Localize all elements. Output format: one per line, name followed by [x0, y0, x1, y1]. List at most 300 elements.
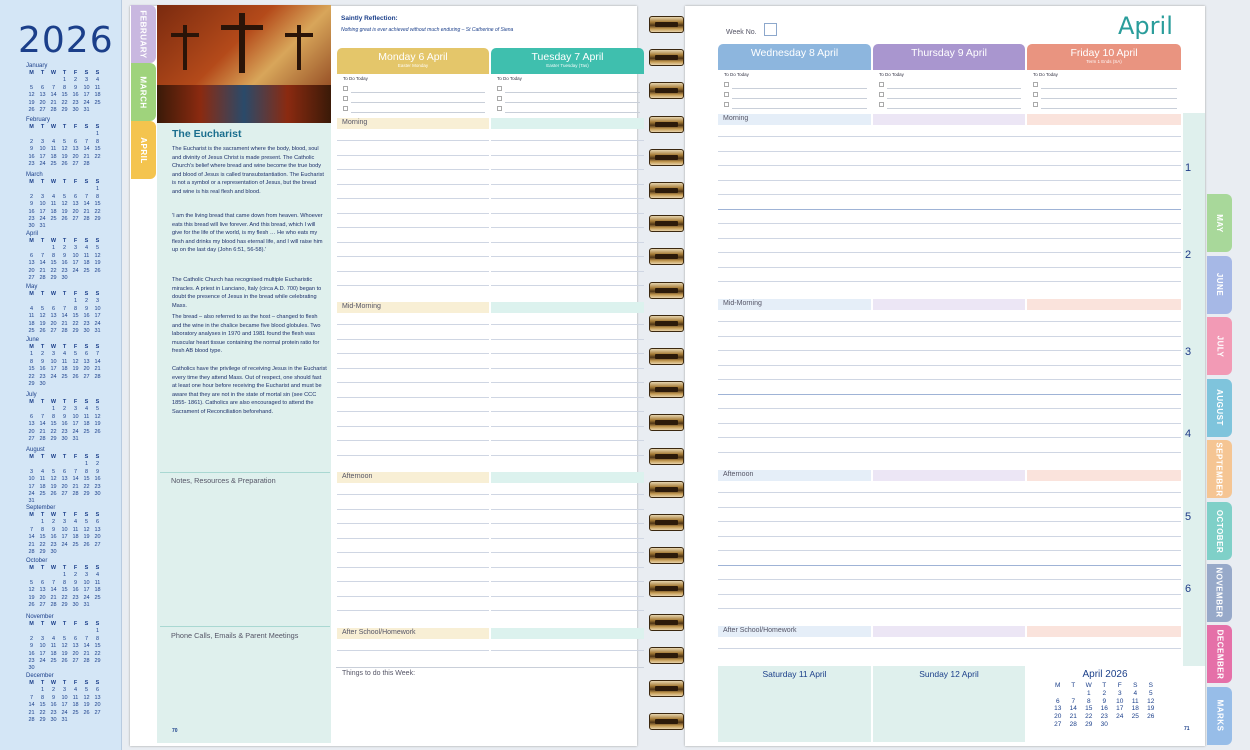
ruled-line[interactable]	[1027, 394, 1181, 395]
ruled-line[interactable]	[337, 256, 489, 257]
day-number[interactable]: 2	[1102, 689, 1107, 697]
ruled-line[interactable]	[491, 242, 644, 243]
ruled-line[interactable]	[873, 209, 1027, 210]
ruled-line[interactable]	[491, 184, 644, 185]
day-number[interactable]: 7	[1071, 697, 1076, 705]
day-number[interactable]: 12	[1147, 697, 1155, 705]
section-label: Mid-Morning	[723, 300, 762, 307]
day-number[interactable]	[1066, 690, 1082, 698]
day-number: 8	[84, 468, 89, 475]
ruled-line[interactable]	[718, 136, 873, 137]
ruled-line[interactable]	[873, 281, 1027, 282]
ruled-line[interactable]	[337, 596, 489, 597]
ruled-line[interactable]	[873, 452, 1027, 453]
day-number[interactable]: 8	[1086, 697, 1091, 705]
ruled-line[interactable]	[873, 408, 1027, 409]
ruled-line[interactable]	[491, 382, 644, 383]
todo-checkbox[interactable]	[343, 96, 348, 101]
ruled-line[interactable]	[337, 213, 489, 214]
ruled-line[interactable]	[337, 140, 489, 141]
tab-label: SEPTEMBER	[1215, 442, 1225, 497]
month-tab[interactable]	[1207, 256, 1232, 314]
day-number: 13	[83, 358, 90, 365]
ruled-line[interactable]	[873, 565, 1027, 566]
day-number[interactable]	[1112, 721, 1128, 729]
day-number: 2	[95, 461, 100, 468]
weekday-letter: W	[50, 565, 57, 571]
ruled-line[interactable]	[1027, 136, 1181, 137]
day-number: 10	[72, 413, 79, 420]
ruled-line[interactable]	[718, 321, 873, 322]
ruled-line[interactable]	[1027, 165, 1181, 166]
ruled-line[interactable]	[1027, 536, 1181, 537]
ruled-line[interactable]	[491, 440, 644, 441]
month-tab[interactable]	[1207, 625, 1232, 683]
ruled-line[interactable]	[873, 238, 1027, 239]
ruled-line[interactable]	[873, 136, 1027, 137]
ruled-line[interactable]	[1027, 521, 1181, 522]
ruled-line[interactable]	[873, 379, 1027, 380]
ruled-line[interactable]	[337, 440, 489, 441]
day-number: 26	[72, 373, 79, 380]
ruled-line[interactable]	[337, 494, 489, 495]
day-number: 22	[39, 541, 46, 548]
ruled-line[interactable]	[873, 151, 1027, 152]
saturday-box[interactable]	[718, 666, 871, 742]
weekday-letter: W	[50, 454, 57, 460]
ruled-line[interactable]	[337, 509, 489, 510]
ruled-line[interactable]	[873, 423, 1027, 424]
ruled-line[interactable]	[1027, 209, 1181, 210]
day-number: 15	[50, 260, 57, 267]
ruled-line[interactable]	[337, 339, 489, 340]
day-number[interactable]: 19	[1147, 705, 1155, 713]
ruled-line[interactable]	[873, 252, 1027, 253]
ruled-line[interactable]	[873, 437, 1027, 438]
day-number: 23	[50, 541, 57, 548]
todo-checkbox[interactable]	[1033, 82, 1038, 87]
ruled-line[interactable]	[1027, 281, 1181, 282]
tab-label: DECEMBER	[1215, 629, 1224, 680]
ruled-line[interactable]	[873, 521, 1027, 522]
weekday-letter: T	[40, 179, 45, 185]
todo-checkbox[interactable]	[497, 106, 502, 111]
ruled-line[interactable]	[873, 180, 1027, 181]
day-number[interactable]: 21	[1069, 713, 1077, 721]
section-band	[1027, 470, 1181, 481]
ruled-line[interactable]	[337, 567, 489, 568]
todo-checkbox[interactable]	[1033, 102, 1038, 107]
todo-checkbox[interactable]	[724, 92, 729, 97]
month-tab[interactable]	[1207, 564, 1232, 622]
day-number: 29	[94, 657, 101, 664]
ruled-line[interactable]	[491, 339, 644, 340]
day-number[interactable]	[1128, 721, 1144, 729]
sunday-box[interactable]	[873, 666, 1025, 742]
ruled-line[interactable]	[1027, 507, 1181, 508]
day-number: 7	[29, 526, 34, 533]
day-number: 12	[94, 413, 101, 420]
ruled-line[interactable]	[873, 350, 1027, 351]
day-number[interactable]: 20	[1054, 713, 1062, 721]
tab-label: JUNE	[1215, 272, 1224, 297]
ruled-line[interactable]	[1027, 565, 1181, 566]
day-number[interactable]: 30	[1100, 720, 1108, 728]
ruled-line[interactable]	[718, 194, 873, 195]
ruled-line[interactable]	[1027, 252, 1181, 253]
day-number: 5	[51, 468, 56, 475]
day-number	[26, 186, 37, 193]
ruled-line[interactable]	[873, 194, 1027, 195]
ruled-line[interactable]	[491, 198, 644, 199]
weekday-letter: T	[40, 512, 45, 518]
day-number: 5	[29, 579, 34, 586]
ruled-line[interactable]	[1027, 238, 1181, 239]
day-number	[37, 572, 48, 579]
binding-ring	[649, 82, 684, 99]
day-number: 20	[72, 208, 79, 215]
ruled-line[interactable]	[491, 523, 644, 524]
day-number: 3	[62, 687, 67, 694]
week-no-field[interactable]	[764, 23, 777, 36]
day-number[interactable]: 15	[1085, 705, 1093, 713]
ruled-line[interactable]	[491, 140, 644, 141]
ruled-line[interactable]	[1027, 365, 1181, 366]
day-number: 5	[40, 305, 45, 312]
day-number	[92, 161, 103, 168]
day-number	[26, 628, 37, 635]
ruled-line[interactable]	[873, 608, 1027, 609]
ruled-line[interactable]	[491, 169, 644, 170]
day-number[interactable]: 22	[1085, 713, 1093, 721]
ruled-line[interactable]	[1027, 437, 1181, 438]
ruled-line[interactable]	[491, 324, 644, 325]
ruled-line[interactable]	[337, 353, 489, 354]
ruled-line[interactable]	[718, 648, 873, 649]
ruled-line[interactable]	[873, 536, 1027, 537]
ruled-line[interactable]	[1027, 608, 1181, 609]
month-tab[interactable]	[1207, 379, 1232, 437]
day-number[interactable]: 25	[1131, 713, 1139, 721]
day-number[interactable]: 28	[1069, 720, 1077, 728]
ruled-line[interactable]	[491, 368, 644, 369]
month-tab[interactable]	[131, 63, 156, 121]
ruled-line[interactable]	[1027, 492, 1181, 493]
ruled-line[interactable]	[1027, 594, 1181, 595]
ruled-line[interactable]	[718, 507, 873, 508]
ruled-line[interactable]	[718, 238, 873, 239]
day-number: 5	[62, 138, 67, 145]
ruled-line[interactable]	[1027, 223, 1181, 224]
day-number: 22	[61, 99, 68, 106]
day-number: 7	[73, 468, 78, 475]
ruled-line[interactable]	[491, 538, 644, 539]
ruled-line[interactable]	[337, 271, 489, 272]
day-number: 15	[94, 201, 101, 208]
day-number: 11	[39, 476, 46, 483]
ruled-line[interactable]	[873, 507, 1027, 508]
day-number[interactable]: 16	[1100, 705, 1108, 713]
ruled-line[interactable]	[718, 579, 873, 580]
day-number[interactable]: 6	[1055, 697, 1060, 705]
ruled-line[interactable]	[873, 223, 1027, 224]
weekday-letter: F	[1117, 682, 1122, 689]
day-number: 16	[61, 421, 68, 428]
ruled-line[interactable]	[337, 155, 489, 156]
ruled-line[interactable]	[718, 536, 873, 537]
todo-checkbox[interactable]	[724, 102, 729, 107]
ruled-line[interactable]	[718, 550, 873, 551]
day-number[interactable]: 29	[1085, 720, 1093, 728]
ruled-line[interactable]	[491, 213, 644, 214]
day-number: 30	[83, 327, 90, 334]
day-number: 23	[28, 160, 35, 167]
ruled-line[interactable]	[1027, 452, 1181, 453]
ruled-line[interactable]	[491, 155, 644, 156]
day-number: 17	[28, 483, 35, 490]
ruled-line[interactable]	[1027, 423, 1181, 424]
day-number[interactable]: 4	[1133, 689, 1138, 697]
section-band	[873, 299, 1025, 310]
ruled-line[interactable]	[337, 552, 489, 553]
day-number	[81, 186, 92, 193]
ruled-line[interactable]	[873, 394, 1027, 395]
ruled-line[interactable]	[337, 455, 489, 456]
ruled-line[interactable]	[491, 650, 644, 651]
ruled-line[interactable]	[337, 411, 489, 412]
ruled-line[interactable]	[873, 165, 1027, 166]
day-number: 14	[39, 260, 46, 267]
day-number	[26, 406, 37, 413]
day-number: 25	[50, 160, 57, 167]
ruled-line[interactable]	[337, 227, 489, 228]
ruled-line[interactable]	[337, 242, 489, 243]
mini-month-grid	[26, 179, 108, 231]
ruled-line[interactable]	[718, 423, 873, 424]
day-number[interactable]: 3	[1117, 689, 1122, 697]
ruled-line[interactable]	[491, 596, 644, 597]
ruled-line[interactable]	[337, 184, 489, 185]
ruled-line[interactable]	[873, 321, 1027, 322]
ruled-line[interactable]	[718, 379, 873, 380]
ruled-line[interactable]	[491, 353, 644, 354]
day-number[interactable]: 18	[1131, 705, 1139, 713]
day-number[interactable]: 10	[1116, 697, 1124, 705]
ruled-line[interactable]	[1027, 648, 1181, 649]
ruled-line[interactable]	[491, 411, 644, 412]
ruled-line[interactable]	[1027, 267, 1181, 268]
day-number[interactable]: 13	[1054, 705, 1062, 713]
ruled-line[interactable]	[718, 565, 873, 566]
day-header	[337, 48, 489, 74]
ruled-line[interactable]	[1027, 379, 1181, 380]
ruled-line[interactable]	[1027, 579, 1181, 580]
day-number[interactable]	[1050, 690, 1066, 698]
todo-checkbox[interactable]	[343, 106, 348, 111]
ruled-line[interactable]	[337, 397, 489, 398]
month-tab[interactable]	[131, 121, 156, 179]
ruled-line[interactable]	[491, 256, 644, 257]
day-number	[81, 549, 92, 556]
ruled-line[interactable]	[337, 382, 489, 383]
weekday-letter: M	[1055, 682, 1061, 689]
todo-checkbox[interactable]	[1033, 92, 1038, 97]
ruled-line[interactable]	[718, 165, 873, 166]
month-tab[interactable]	[1207, 317, 1232, 375]
ruled-line[interactable]	[718, 521, 873, 522]
todo-checkbox[interactable]	[724, 82, 729, 87]
month-tab[interactable]	[1207, 502, 1232, 560]
ruled-line[interactable]	[1027, 550, 1181, 551]
ruled-line[interactable]	[337, 324, 489, 325]
day-number[interactable]: 14	[1069, 705, 1077, 713]
ruled-line[interactable]	[873, 594, 1027, 595]
todo-checkbox[interactable]	[497, 96, 502, 101]
day-number[interactable]: 26	[1147, 713, 1155, 721]
day-number: 14	[72, 476, 79, 483]
month-tab[interactable]	[1207, 440, 1232, 498]
todo-checkbox[interactable]	[879, 82, 884, 87]
ruled-line[interactable]	[491, 455, 644, 456]
day-number: 20	[61, 483, 68, 490]
month-tab[interactable]	[1207, 194, 1232, 252]
ruled-line[interactable]	[873, 492, 1027, 493]
day-number	[37, 628, 48, 635]
ruled-line[interactable]	[873, 648, 1027, 649]
ruled-line[interactable]	[491, 581, 644, 582]
ruled-line[interactable]	[491, 610, 644, 611]
ruled-line[interactable]	[337, 285, 489, 286]
todo-line	[1041, 108, 1177, 109]
day-number[interactable]: 17	[1116, 705, 1124, 713]
ruled-line[interactable]	[1027, 336, 1181, 337]
weekday-letter: T	[40, 344, 45, 350]
day-number[interactable]: 24	[1116, 713, 1124, 721]
day-number: 15	[61, 92, 68, 99]
ruled-line[interactable]	[718, 608, 873, 609]
ruled-line[interactable]	[718, 365, 873, 366]
weekday-letter: T	[62, 454, 67, 460]
ruled-line[interactable]	[337, 368, 489, 369]
todo-checkbox[interactable]	[343, 86, 348, 91]
ruled-line[interactable]	[1027, 408, 1181, 409]
ruled-line[interactable]	[337, 538, 489, 539]
ruled-line[interactable]	[718, 394, 873, 395]
ruled-line[interactable]	[491, 552, 644, 553]
ruled-line[interactable]	[1027, 180, 1181, 181]
ruled-line[interactable]	[718, 452, 873, 453]
ruled-line[interactable]	[491, 285, 644, 286]
ruled-line[interactable]	[718, 336, 873, 337]
ruled-line[interactable]	[718, 252, 873, 253]
ruled-line[interactable]	[1027, 194, 1181, 195]
ruled-line[interactable]	[718, 267, 873, 268]
day-number: 7	[29, 694, 34, 701]
day-number: 19	[28, 99, 35, 106]
ruled-line[interactable]	[718, 223, 873, 224]
day-number[interactable]: 1	[1086, 689, 1091, 697]
day-number[interactable]: 11	[1131, 697, 1139, 705]
day-number: 14	[61, 313, 68, 320]
day-number: 13	[39, 92, 46, 99]
day-number: 30	[50, 716, 57, 723]
day-number[interactable]	[1143, 721, 1159, 729]
day-number: 18	[72, 702, 79, 709]
ruled-line[interactable]	[718, 151, 873, 152]
binding-ring	[649, 49, 684, 66]
ruled-line[interactable]	[337, 581, 489, 582]
weekday-letter: S	[95, 399, 100, 405]
ruled-line[interactable]	[718, 281, 873, 282]
todo-checkbox[interactable]	[879, 102, 884, 107]
day-number: 20	[50, 320, 57, 327]
ruled-line[interactable]	[491, 426, 644, 427]
todo-checkbox[interactable]	[497, 86, 502, 91]
mini-month	[26, 337, 108, 388]
ruled-line[interactable]	[718, 437, 873, 438]
day-number: 28	[50, 601, 57, 608]
day-number[interactable]: 23	[1100, 713, 1108, 721]
ruled-line[interactable]	[491, 567, 644, 568]
ruled-line[interactable]	[491, 271, 644, 272]
mini-calendar-grid	[1050, 682, 1183, 729]
mini-month	[26, 614, 108, 673]
day-number: 7	[40, 413, 45, 420]
ruled-line[interactable]	[337, 426, 489, 427]
todo-line	[505, 102, 640, 103]
ruled-line[interactable]	[1027, 350, 1181, 351]
ruled-line[interactable]	[491, 397, 644, 398]
ruled-line[interactable]	[718, 408, 873, 409]
ruled-line[interactable]	[873, 365, 1027, 366]
ruled-line[interactable]	[337, 610, 489, 611]
weekday-letter: M	[29, 512, 34, 518]
ruled-line[interactable]	[337, 169, 489, 170]
ruled-line[interactable]	[873, 336, 1027, 337]
ruled-line[interactable]	[718, 180, 873, 181]
day-number: 3	[51, 351, 56, 358]
ruled-line[interactable]	[337, 650, 489, 651]
month-tab[interactable]	[1207, 687, 1232, 745]
ruled-line[interactable]	[873, 550, 1027, 551]
ruled-line[interactable]	[718, 350, 873, 351]
day-number[interactable]: 9	[1102, 697, 1107, 705]
day-number[interactable]: 27	[1054, 720, 1062, 728]
ruled-line[interactable]	[491, 509, 644, 510]
month-tab[interactable]	[131, 5, 156, 63]
ruled-line[interactable]	[718, 594, 873, 595]
day-number: 23	[72, 99, 79, 106]
ruled-line[interactable]	[337, 198, 489, 199]
day-number: 11	[72, 694, 79, 701]
day-number: 15	[72, 313, 79, 320]
ruled-line[interactable]	[337, 523, 489, 524]
day-number: 2	[62, 406, 67, 413]
ruled-line[interactable]	[873, 267, 1027, 268]
ruled-line[interactable]	[1027, 151, 1181, 152]
ruled-line[interactable]	[1027, 321, 1181, 322]
todo-checkbox[interactable]	[879, 92, 884, 97]
ruled-line[interactable]	[718, 492, 873, 493]
day-number: 21	[28, 709, 35, 716]
ruled-line[interactable]	[873, 579, 1027, 580]
ruled-line[interactable]	[491, 494, 644, 495]
ruled-line[interactable]	[718, 209, 873, 210]
day-number: 14	[28, 702, 35, 709]
day-number[interactable]: 5	[1148, 689, 1153, 697]
day-number	[59, 665, 70, 672]
ruled-line[interactable]	[491, 227, 644, 228]
